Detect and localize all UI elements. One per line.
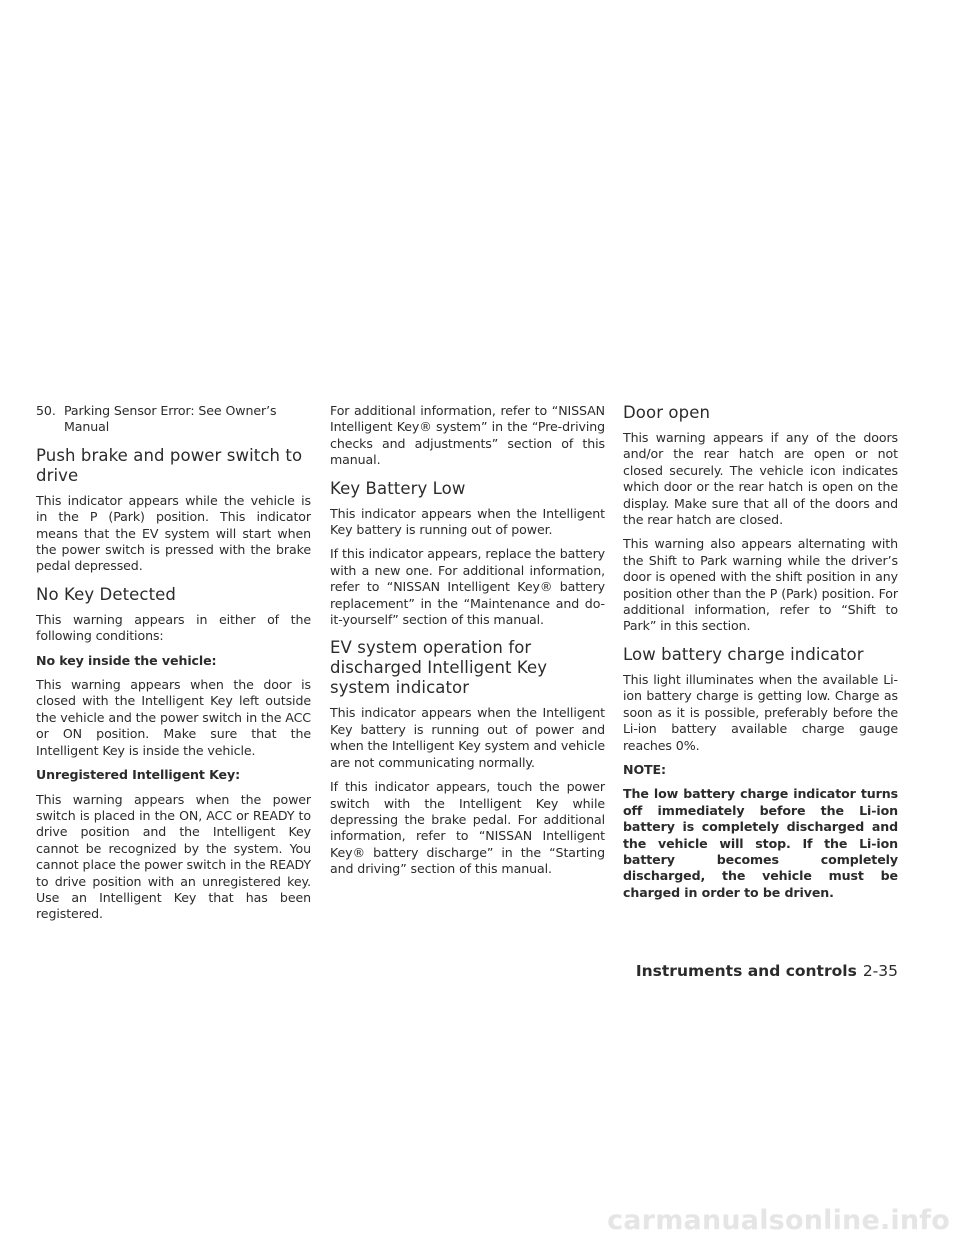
paragraph-door-open-1: This warning appears if any of the doors and/or the rear hatch are open or not closed securely. The vehicle icon indicates which door or the rear hatch is open on the display. Make sure that all of the doors and the rear hatch are closed. <box>623 430 898 528</box>
heading-key-battery-low: Key Battery Low <box>330 478 466 498</box>
page-footer <box>636 962 898 980</box>
paragraph-ev-system-2: If this indicator appears, touch the power switch with the Intelligent Key while depressing the brake pedal. For additional information, refer to “NISSAN Intelligent Key® battery discharge” in the “Starting and driving” section of this manual. <box>330 779 605 877</box>
paragraph-key-battery-1: This indicator appears when the Intelligent Key battery is running out of power. <box>330 505 605 538</box>
paragraph-ev-system-1: This indicator appears when the Intelligent Key battery is running out of power and when the Intelligent Key system and vehicle are not communicating normally. <box>330 705 605 770</box>
footer-section-title: Instruments and controls <box>635 962 857 980</box>
heading-low-battery-charge: Low battery charge indicator <box>623 644 864 664</box>
column-right <box>623 403 898 909</box>
footer-page-number: 2-35 <box>862 962 898 980</box>
heading-push-brake: Push brake and power switch to drive <box>36 445 303 485</box>
heading-ev-system-operation: EV system operation for discharged Intelligent Key system indicator <box>330 638 548 698</box>
note-label: NOTE: <box>623 761 666 777</box>
paragraph-continued: For additional information, refer to “NISSAN Intelligent Key® system” in the “Pre-driving checks and adjustments” section of this manual. <box>330 403 605 468</box>
heading-no-key-detected: No Key Detected <box>36 584 176 604</box>
note-text: The low battery charge indicator turns off immediately before the Li-ion battery is completely discharged and the vehicle will stop. If the Li-ion battery becomes completely discharged, the vehicle must be charged in order to be driven. <box>623 786 898 900</box>
list-item <box>36 403 311 436</box>
paragraph-no-key-inside: This warning appears when the door is closed with the Intelligent Key left outside the vehicle and the power switch in the ACC or ON position. Make sure that the Intelligent Key is inside the vehicle. <box>36 677 311 758</box>
paragraph-no-key-intro: This warning appears in either of the following conditions: <box>36 611 311 644</box>
subheading-unregistered-key: Unregistered Intelligent Key: <box>36 767 240 783</box>
paragraph-unregistered-key: This warning appears when the power switch is placed in the ON, ACC or READY to drive position and the Intelligent Key cannot be recognized by the system. You cannot place the power switch in the READY to drive position with an unregistered key. Use an Intelligent Key that has been registered. <box>36 791 311 922</box>
heading-door-open: Door open <box>623 403 711 422</box>
paragraph-push-brake: This indicator appears while the vehicle is in the P (Park) position. This indicator means that the EV system will start when the power switch is pressed with the brake pedal depressed. <box>36 492 311 574</box>
watermark: carmanualsonline.info <box>607 1205 950 1236</box>
paragraph-key-battery-2: If this indicator appears, replace the battery with a new one. For additional information, refer to “NISSAN Intelligent Key® battery replacement” in the “Maintenance and do-it-yourself” section of this manual. <box>330 546 605 628</box>
subheading-no-key-inside: No key inside the vehicle: <box>36 652 217 668</box>
list-item-text: Parking Sensor Error: See Owner’s Manual <box>64 403 277 435</box>
paragraph-low-battery-charge: This light illuminates when the available Li-ion battery charge is getting low. Charge as soon as it is possible, preferably before the Li-ion battery available charge gauge reaches 0%. <box>623 671 898 753</box>
column-left <box>36 403 311 931</box>
column-middle <box>330 403 605 886</box>
paragraph-door-open-2: This warning also appears alternating with the Shift to Park warning while the driver’s door is opened with the shift position in any position other than the P (Park) position. For additional information, refer to “Shift to Park” in this section. <box>623 536 898 634</box>
numbered-list <box>36 403 311 436</box>
list-item-number: 50. <box>36 403 56 418</box>
